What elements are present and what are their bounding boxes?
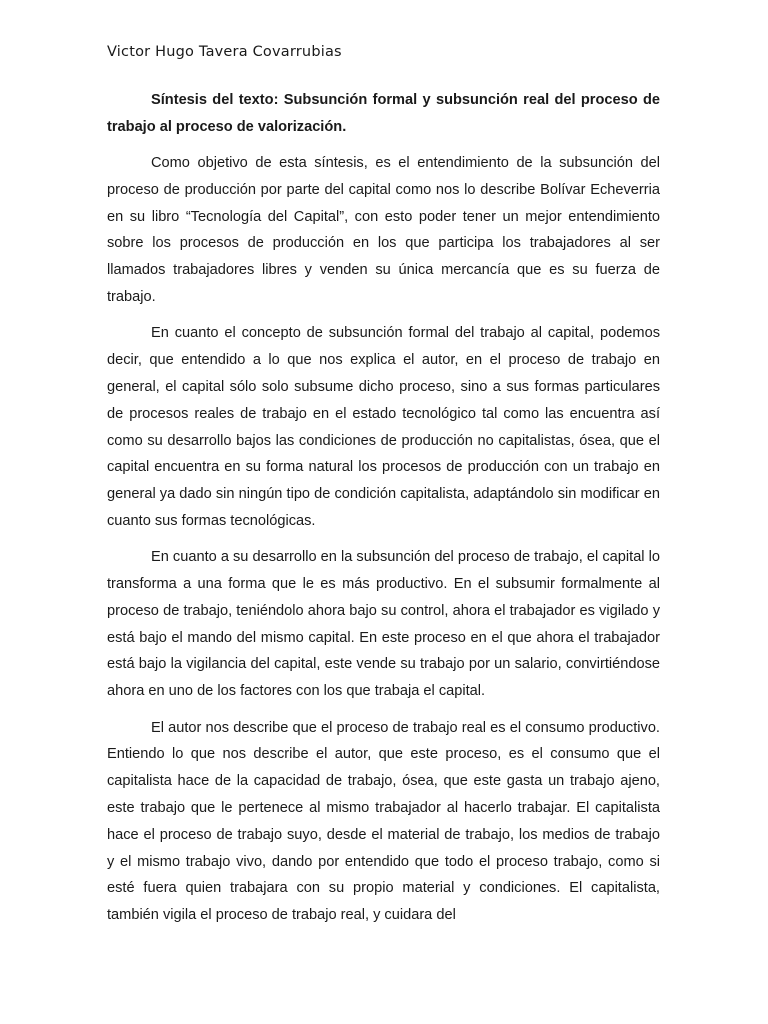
paragraph-1: Como objetivo de esta síntesis, es el entendimiento de la subsunción del proceso de producción por parte del capital como nos lo describe Bolívar Echeverria en su libro “Tecnología del Capital”, con esto poder tener un mejor entendimiento sobre los procesos de producción en los que participa los trabajadores al ser llamados trabajadores libres y venden su única mercancía que es su fuerza de trabajo. <box>107 155 660 306</box>
document-body <box>107 87 660 938</box>
author-name: Victor Hugo Tavera Covarrubias <box>107 44 342 60</box>
paragraph-2: En cuanto el concepto de subsunción formal del trabajo al capital, podemos decir, que entendido a lo que nos explica el autor, en el proceso de trabajo en general, el capital sólo solo subsume dicho proceso, sino a sus formas particulares de procesos reales de trabajo en el estado tecnológico tal como las encuentra así como su desarrollo bajos las condiciones de producción no capitalistas, ósea, que el capital encuentra en su forma natural los procesos de producción con un trabajo en general ya dado sin ningún tipo de condición capitalista, adaptándolo sin modificar en cuanto sus formas tecnológicas. <box>107 325 660 529</box>
document-title: Síntesis del texto: Subsunción formal y subsunción real del proceso de trabajo al proceso de valorización. <box>107 92 660 135</box>
paragraph-4: El autor nos describe que el proceso de trabajo real es el consumo productivo. Entiendo lo que nos describe el autor, que este proceso, es el consumo que el capitalista hace de la capacidad de trabajo, ósea, que este gasta un trabajo ajeno, este trabajo que le pertenece al mismo trabajador al hacerlo trabajar. El capitalista hace el proceso de trabajo suyo, desde el material de trabajo, los medios de trabajo y el mismo trabajo vivo, dando por entendido que todo el proceso trabajo, como si esté fuera quien trabajara con su propio material y condiciones. El capitalista, también vigila el proceso de trabajo real, y cuidara del <box>107 719 660 924</box>
paragraph-3: En cuanto a su desarrollo en la subsunción del proceso de trabajo, el capital lo transforma a una forma que le es más productivo. En el subsumir formalmente al proceso de trabajo, teniéndolo ahora bajo su control, ahora el trabajador es vigilado y está bajo el mando del mismo capital. En este proceso en el que ahora el trabajador está bajo la vigilancia del capital, este vende su trabajo por un salario, convirtiéndose ahora en uno de los factores con los que trabaja el capital. <box>107 549 660 700</box>
